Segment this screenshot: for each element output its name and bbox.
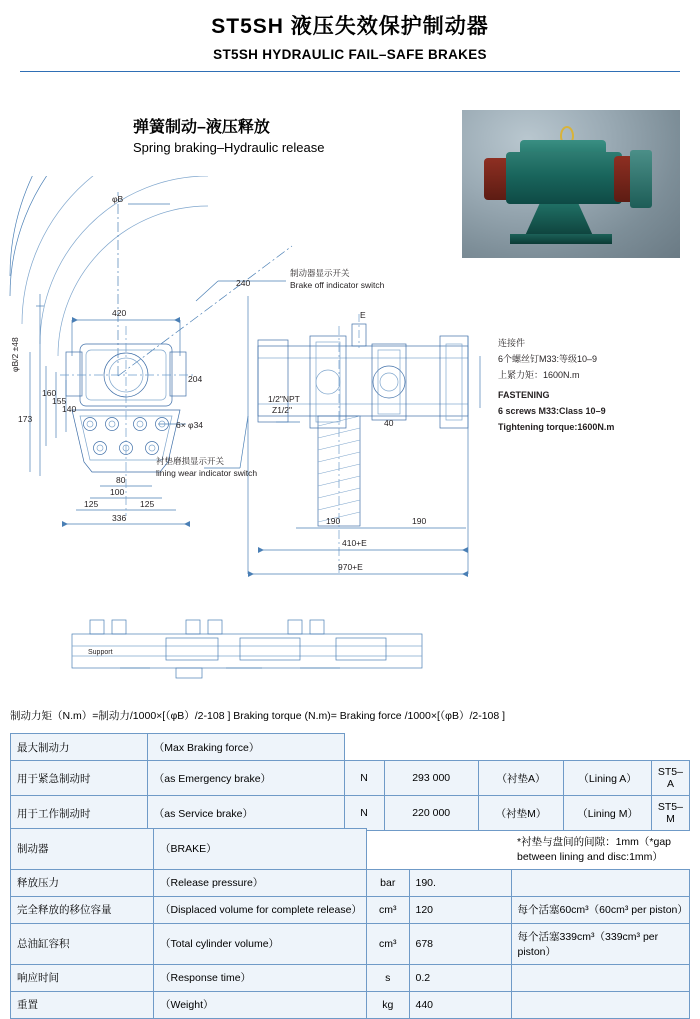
- subheading-cn: 弹簧制动–液压释放: [133, 119, 270, 136]
- cell-en: （as Service brake）: [147, 796, 344, 831]
- svg-text:Brake off indicator switch: Brake off indicator switch: [290, 280, 385, 290]
- cell-note-en: （Lining M）: [564, 796, 652, 831]
- svg-text:160: 160: [42, 388, 57, 398]
- table-row: [11, 869, 690, 896]
- cell-value: [409, 829, 511, 870]
- cell-value: 120: [409, 896, 511, 923]
- braking-torque-formula: 制动力矩（N.m）=制动力/1000×[（φB）/2-108 ] Braking torque (N.m)= Braking force /1000×[（φB）/2-108 ]: [10, 710, 506, 722]
- cell-en: （as Emergency brake）: [147, 761, 344, 796]
- table-row: [11, 923, 690, 964]
- svg-text:80: 80: [116, 475, 126, 485]
- cell-cn: 制动器: [11, 829, 154, 870]
- page-title-en: ST5SH HYDRAULIC FAIL–SAFE BRAKES: [213, 47, 487, 62]
- svg-text:240: 240: [236, 278, 251, 288]
- cell-unit: N: [344, 761, 384, 796]
- cell-note-en: （Lining A）: [564, 761, 652, 796]
- technical-drawing: [0, 176, 700, 696]
- cell-cn: 响应时间: [11, 964, 154, 991]
- cell-unit: bar: [367, 869, 410, 896]
- table-row: [11, 761, 690, 796]
- cell-cn: 用于紧急制动时: [11, 761, 148, 796]
- svg-text:336: 336: [112, 513, 127, 523]
- subheading-en: Spring braking–Hydraulic release: [133, 140, 325, 155]
- table-row: [11, 991, 690, 1018]
- svg-text:155: 155: [52, 396, 67, 406]
- cell-code: ST5–M: [651, 796, 689, 831]
- svg-text:φB: φB: [112, 194, 124, 204]
- cell-note: 每个活塞339cm³（339cm³ per piston）: [511, 923, 690, 964]
- cell-note-cn: （衬垫M）: [478, 796, 564, 831]
- cell-value: 0.2: [409, 964, 511, 991]
- svg-text:970+E: 970+E: [338, 562, 363, 572]
- svg-text:190: 190: [326, 516, 341, 526]
- cell-cn: 完全释放的移位容量: [11, 896, 154, 923]
- cell-code: [651, 734, 689, 761]
- cell-unit: [367, 829, 410, 870]
- cell-unit: cm³: [367, 896, 410, 923]
- cell-cn: 总油缸容积: [11, 923, 154, 964]
- svg-text:6 screws M33:Class 10–9: 6 screws M33:Class 10–9: [498, 406, 606, 416]
- cell-note-en: [564, 734, 652, 761]
- cell-note: [511, 964, 690, 991]
- svg-text:190: 190: [412, 516, 427, 526]
- table-row: [11, 734, 690, 761]
- svg-text:制动器显示开关: 制动器显示开关: [290, 268, 350, 278]
- cell-en: （Max Braking force）: [147, 734, 344, 761]
- cell-value: 440: [409, 991, 511, 1018]
- svg-text:衬垫磨损显示开关: 衬垫磨损显示开关: [156, 456, 225, 466]
- table-row: [11, 829, 690, 870]
- cell-unit: s: [367, 964, 410, 991]
- svg-text:φB/2 ±48: φB/2 ±48: [10, 337, 20, 372]
- cell-cn: 用于工作制动时: [11, 796, 148, 831]
- svg-text:连接件: 连接件: [498, 338, 526, 348]
- cell-code: ST5–A: [651, 761, 689, 796]
- cell-en: （BRAKE）: [154, 829, 367, 870]
- svg-text:6× φ34: 6× φ34: [176, 420, 204, 430]
- svg-text:173: 173: [18, 414, 33, 424]
- svg-text:6个螺丝钉M33:等级10–9: 6个螺丝钉M33:等级10–9: [498, 354, 598, 364]
- cell-en: （Total cylinder volume）: [154, 923, 367, 964]
- table-row: [11, 796, 690, 831]
- brake-specs-table: [10, 828, 690, 1019]
- cell-en: （Weight）: [154, 991, 367, 1018]
- cell-en: （Displaced volume for complete release）: [154, 896, 367, 923]
- cell-en: （Response time）: [154, 964, 367, 991]
- cell-cn: 释放压力: [11, 869, 154, 896]
- svg-text:1/2"NPT: 1/2"NPT: [268, 394, 300, 404]
- cell-cn: 最大制动力: [11, 734, 148, 761]
- header-divider: [20, 71, 680, 72]
- cell-value: 190.: [409, 869, 511, 896]
- cell-unit: [344, 734, 384, 761]
- svg-text:420: 420: [112, 308, 127, 318]
- cell-value: 220 000: [384, 796, 478, 831]
- cell-value: 293 000: [384, 761, 478, 796]
- svg-text:125: 125: [140, 499, 155, 509]
- cell-unit: cm³: [367, 923, 410, 964]
- svg-text:410+E: 410+E: [342, 538, 367, 548]
- cell-note: [511, 991, 690, 1018]
- cell-unit: N: [344, 796, 384, 831]
- cell-note: [511, 869, 690, 896]
- cell-value: [384, 734, 478, 761]
- svg-text:140: 140: [62, 404, 77, 414]
- svg-text:100: 100: [110, 487, 125, 497]
- svg-text:Support: Support: [88, 649, 113, 656]
- table-row: [11, 964, 690, 991]
- page-title-cn: ST5SH 液压失效保护制动器: [211, 15, 489, 38]
- cell-note: *衬垫与盘间的间隙：1mm（*gap between lining and disc:1mm）: [517, 835, 672, 863]
- cell-note-cn: [478, 734, 564, 761]
- page-header: [0, 0, 700, 72]
- svg-text:125: 125: [84, 499, 99, 509]
- svg-text:lining wear indicator switch: lining wear indicator switch: [156, 468, 258, 478]
- cell-note-cn: （衬垫A）: [478, 761, 564, 796]
- svg-text:40: 40: [384, 418, 394, 428]
- svg-text:E: E: [360, 310, 366, 320]
- svg-text:Z1/2": Z1/2": [272, 405, 293, 415]
- table-row: [11, 896, 690, 923]
- cell-note: 每个活塞60cm³（60cm³ per piston）: [511, 896, 690, 923]
- cell-en: （Release pressure）: [154, 869, 367, 896]
- braking-force-table: [10, 733, 690, 831]
- svg-text:FASTENING: FASTENING: [498, 390, 550, 400]
- svg-text:Tightening torque:1600N.m: Tightening torque:1600N.m: [498, 422, 615, 432]
- svg-text:204: 204: [188, 374, 203, 384]
- cell-cn: 重置: [11, 991, 154, 1018]
- svg-text:上紧力矩：1600N.m: 上紧力矩：1600N.m: [498, 370, 580, 380]
- cell-unit: kg: [367, 991, 410, 1018]
- cell-value: 678: [409, 923, 511, 964]
